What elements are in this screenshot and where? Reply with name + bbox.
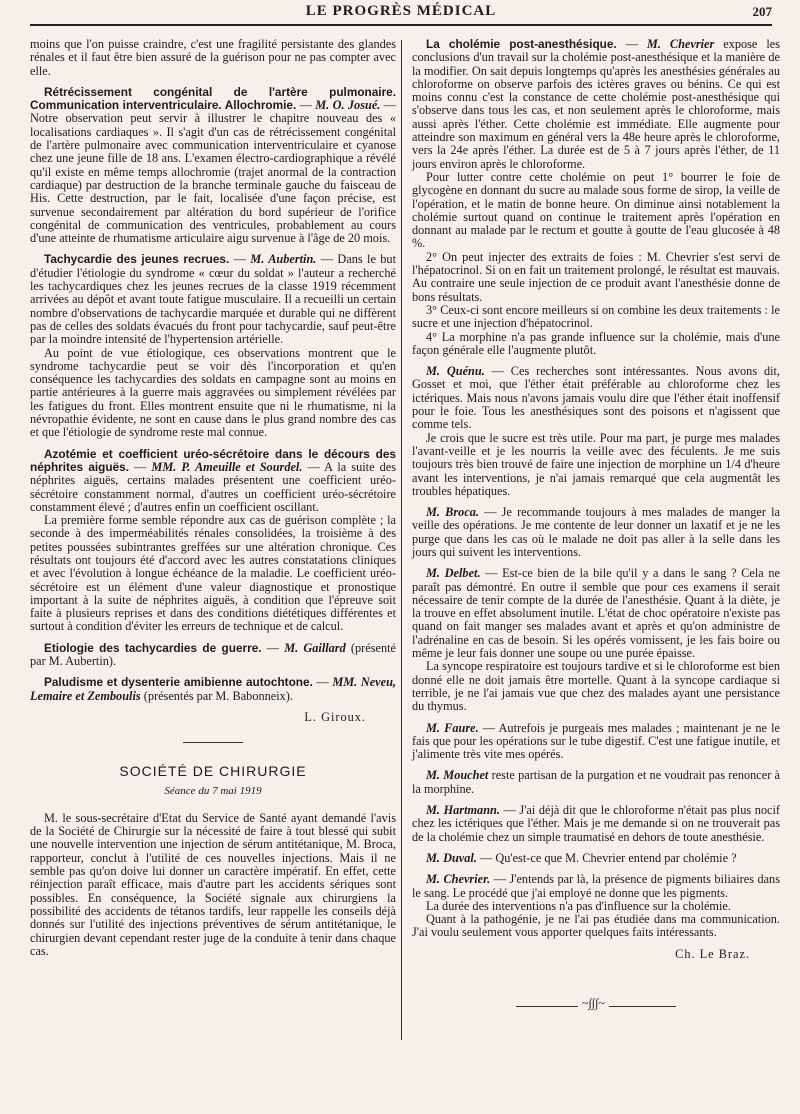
discussion-chevrier xyxy=(412,873,780,900)
article-author: M. O. Josué. xyxy=(315,98,381,113)
speech-text: — Est-ce bien de la bile qu'il y a dans le sang ? Cela ne paraît pas démontré. En outre il semble que pour ces examens il serait nécessaire de tenir compte de la durée de l'anesthésie. Quant à la diète, je la trouve en effet absolument inutile. L'état de choc opératoire n'existe pas quand on fait manger ses malades avant et après et qu'on administre de l'adrénaline en cas de besoin. Si les opérés vomissent, je les fais boire ou même je leur fais donner une soupe ou une purée épaisse. xyxy=(412,566,780,661)
speaker: M. Quénu. xyxy=(426,364,485,379)
article-heading: Tachycardie des jeunes recrues. xyxy=(44,252,230,267)
article-heading: La cholémie post-anesthésique. xyxy=(426,37,617,51)
article-heading: Rétrécissement congénital de l'artère pulmonaire. Communication interventriculaire. Allochromie. xyxy=(30,84,396,113)
right-column xyxy=(412,38,780,1011)
article-gaillard: Etiologie des tachycardies de guerre. — M. Gaillard (présenté par M. Aubertin). xyxy=(30,640,396,669)
speech-text: — J'entends par là, la présence de pigments biliaires dans le sang. Le procédé que j'ai employé ne donne que les pigments. xyxy=(412,872,780,900)
speaker: M. Broca. xyxy=(426,505,479,520)
discussion-hartmann xyxy=(412,804,780,844)
speech-text: — Autrefois je purgeais mes malades ; maintenant je ne le fais que pour les opérations sur le tube digestif. C'est une fatigue inutile, et j'alimente très vite mes opérés. xyxy=(412,720,780,762)
discussion-mouchet xyxy=(412,769,780,796)
speaker: M. Chevrier. xyxy=(426,872,491,887)
article-josue: Rétrécissement congénital de l'artère pulmonaire. Communication interventriculaire. Allochromie. — M. O. Josué. — Notre observation peut servir à illustrer le chapitre nouveau des « localisations cardiaques ». Il s'agit d'un cas de rétrécissement congénital de l'artère pulmonaire avec communication interventriculaire et cyanose chez une jeune fille de 18 ans. L'examen électro-cardiographique a révélé qu'il existe en même temps allochromie (trajet anormal de la contraction cardiaque) par destruction de la branche terminale gauche du faisceau de His. Cette destruction, par le fait, localisée d'une façon précise, est survenue secondairement par altération du bord supérieur de l'orifice congénital de communication des ventricules, probablement au cours d'une atteinte de rhumatisme articulaire aigu survenue à l'âge de 20 mois. xyxy=(30,84,397,246)
paragraph: La syncope respiratoire est toujours tardive et si le chloroforme est bien donné elle ne doit jamais être mortelle. Quant à la syncope cardiaque si terrible, je ne l'ai jamais vue que chez des malades ayant une persistance du thymus. xyxy=(412,659,780,714)
session-date: Séance du 7 mai 1919 xyxy=(164,784,262,797)
discussion-faure xyxy=(412,722,780,762)
article-chevrier: La cholémie post-anesthésique. — M. Chevrier expose les conclusions d'un travail sur la cholémie post-anesthésique et la manière de la modifier. On sait depuis longtemps qu'après les anesthésies générales au chloroforme on observe parfois des ictères graves ou bénins. Ce qui est moins connu c'est la constance de cette cholémie post-anesthésique qui s'observe dans tous les cas, et non seulement après le chloroforme, mais aussi après l'éther. Cette cholémie est immédiate. Elle augmente pour atteindre son maximum en général vers la 48e heure après le chloroforme, vers la 24e après l'éther. La durée est de 5 à 7 jours après l'éther, de 11 jours environ après le chloroforme. xyxy=(412,37,780,171)
paragraph: 4° La morphine n'a pas grande influence sur la cholémie, mais d'une façon générale elle l'augmente plutôt. xyxy=(412,329,780,357)
speaker: M. Faure. xyxy=(426,720,479,735)
paragraph: Au point de vue étiologique, ces observations montrent que le syndrome tachycardie peut se voir dès l'incorporation et qu'en conséquence les tachycardies des soldats en campagne sont au moins en partie antérieures à la guerre mais aggravées ou simplement révélées par les fatigues du front. Elles montrent ensuite que ni le rhumatisme, ni la névropathie évidente, ne sont en cause dans le plus grand nombre des cas et que l'étiologie de syndrome reste mal connue. xyxy=(30,345,396,440)
speech-text: reste partisan de la purgation et ne voudrait pas renoncer à la morphine. xyxy=(412,768,780,796)
discussion-quenu xyxy=(412,365,780,431)
article-neveu: Paludisme et dysenterie amibienne autochtone. — MM. Neveu, Lemaire et Zemboulis (présentés par M. Babonneix). xyxy=(30,675,397,703)
signature: Ch. Le Braz. xyxy=(675,946,750,961)
running-title: LE PROGRÈS MÉDICAL xyxy=(305,3,497,19)
paragraph: 2° On peut injecter des extraits de foies : M. Chevrier s'est servi de l'hépatocrinol. Si on en fait un traitement prolongé, le résultat est mauvais. Au contraire une seule injection de ce produit avant l'anesthésie donne de bons résultats. xyxy=(412,249,780,304)
article-author: M. Gaillard xyxy=(284,640,346,655)
speech-text: — Je recommande toujours à mes malades de manger la veille des opérations. Je me contente de leur donner un laxatif et je ne les purge que dans les cas où le malade ne doit pas aller à la selle dans les jours qui suivent les interventions. xyxy=(412,505,780,559)
column-divider xyxy=(401,40,402,1040)
paragraph: La durée des interventions n'a pas d'influence sur la cholémie. xyxy=(426,898,731,913)
article-text: Notre observation peut servir à illustrer le chapitre nouveau des « localisations cardiaques ». Il s'agit d'un cas de rétrécissement congénital de l'artère pulmonaire avec communication interventriculaire et cyanose chez une jeune fille de 18 ans. L'examen électro-cardiographique a révélé qu'il existe en même temps allochromie (trajet anormal de la contraction cardiaque) par destruction de la branche terminale gauche du faisceau de His. Cette destruction, par le fait, localisée d'une façon précise, est survenue secondairement par altération du bord supérieur de l'orifice congénital de communication des ventricules, probablement au cours d'une atteinte de rhumatisme articulaire aigu survenue à l'âge de 20 mois. xyxy=(30,111,396,246)
article-aubertin: Tachycardie des jeunes recrues. — M. Aubertin. — Dans le but d'étudier l'étiologie du syndrome « cœur du soldat » l'auteur a recherché les tachycardiques chez les jeunes recrues de la classe 1919 récemment arrivées au dépôt et avant toute fatigue musculaire. Il a recueilli un certain nombre d'observations de tachycardie marquée et durable qui ne diffèrent pas de celles des soldats évacués du front pour tachycardie, sauf peut-être par la moindre intensité de l'hypertension artérielle. xyxy=(30,252,396,347)
article-text: expose les conclusions d'un travail sur la cholémie post-anesthésique et la manière de la modifier. On sait depuis longtemps qu'après les anesthésies générales au chloroforme on observe parfois des ictères graves ou bénins. Ce qui est moins connu c'est la constance de cette cholémie post-anesthésique qui s'observe dans tous les cas, et non seulement après le chloroforme, mais aussi après l'éther. Cette cholémie est immédiate. Elle augmente pour atteindre son maximum en général vers la 48e heure après le chloroforme, vers la 24e après l'éther. La durée est de 5 à 7 jours après l'éther, de 11 jours environ après le chloroforme. xyxy=(412,37,780,171)
article-author: MM. P. Ameuille et Sourdel. xyxy=(151,459,303,474)
speaker: M. Delbet. xyxy=(426,566,481,581)
paragraph: Quant à la pathogénie, je ne l'ai pas étudiée dans ma communication. J'ai voulu seulement vous apporter quelques faits intéressants. xyxy=(412,912,780,940)
speaker: M. Duval. xyxy=(426,850,477,865)
paragraph: Pour lutter contre cette cholémie on peut 1° bourrer le foie de glycogène en donnant du sucre au malade sous forme de sirop, la veille de l'opération, et le matin de bonne heure. On diminue ainsi notablement la cholémie surtout quand on continue le traitement après l'opération en donnant au malade par le rectum et goutte à goutte de l'eau glucosée à 48 %. xyxy=(412,169,780,251)
article-ameuille: Azotémie et coefficient uréo-sécrétoire dans le décours des néphrites aiguës. — MM. P. Ameuille et Sourdel. — A la suite des néphrites aiguës, certains malades présentent une coefficient uréo-sécrétoire constamment normal, d'autres un coefficient uréo-sécrétoire constamment élevé ; d'autres enfin un coefficient oscillant. xyxy=(30,446,396,514)
article-text: Dans le but d'étudier l'étiologie du syndrome « cœur du soldat » l'auteur a recherché les tachycardiques chez les jeunes recrues de la classe 1919 récemment arrivées au dépôt et avant toute fatigue musculaire. Il a recueilli un certain nombre d'observations de tachycardie marquée et durable qui ne diffèrent pas de celles des soldats évacués du front pour tachycardie, sauf peut-être par la moindre intensité de l'hypertension artérielle. xyxy=(30,252,396,347)
speech-text: — Qu'est-ce que M. Chevrier entend par cholémie ? xyxy=(479,850,737,865)
paragraph: 3° Ceux-ci sont encore meilleurs si on combine les deux traitements : le sucre et une injection d'hépatocrinol. xyxy=(412,302,780,331)
paragraph: M. le sous-secrétaire d'Etat du Service de Santé ayant demandé l'avis de la Société de Chirurgie sur la nécessité de faire à tout blessé qui subit une nouvelle intervention une injection de sérum antitétanique, M. Broca, rapporteur, conclut à l'utilité de ces nouvelles injections. Mais il ne semble pas qu'on doive lui donner un caractère impératif. En effet, cette réinjection paraît efficace, mais d'autre part les accidents sériques sont possibles. En conséquence, la Société signale aux chirurgiens la possibilité des accidents de tétanos tardifs, leur rappelle les conseils déjà donnés sur l'utilité des injections préventives de sérum antitétanique, le chirurgien devant cependant rester juge de la conduite à tenir dans chaque cas. xyxy=(30,810,396,958)
page-number: 207 xyxy=(752,4,772,19)
paragraph: moins que l'on puisse craindre, c'est une fragilité persistante des glandes rénales et il faut être bien assuré de la guérison pour ne pas compter avec elle. xyxy=(30,37,396,78)
page-header xyxy=(30,2,772,26)
speaker: M. Mouchet xyxy=(426,768,489,783)
ornament-icon: ~∫∫∫~ xyxy=(578,997,609,1010)
section-rule xyxy=(183,742,243,743)
speech-text: — Ces recherches sont intéressantes. Nous avons dit, Gosset et moi, que l'éther était préférable au chloroforme chez les ictériques. Mais nous n'avons jamais voulu dire que l'éther était inoffensif pour le foie. Tous les anesthésiques sont des poisons et n'agissent que comme tels. xyxy=(412,364,781,432)
signature: L. Giroux. xyxy=(304,709,366,724)
article-author: M. Aubertin. xyxy=(250,252,317,267)
discussion-duval xyxy=(412,852,780,865)
article-author: M. Chevrier xyxy=(646,37,715,51)
article-heading: Paludisme et dysenterie amibienne autochtone. xyxy=(44,675,313,690)
article-text: (présenté par M. Aubertin). xyxy=(30,640,396,669)
speech-text: — J'ai déjà dit que le chloroforme n'était pas plus nocif chez les ictériques que l'éther. Mais je me demande si on ne trouverait pas de la cholémie chez un simple traumatisé en dehors de toute anesthésie. xyxy=(412,803,781,844)
article-heading: Etiologie des tachycardies de guerre. xyxy=(44,640,262,655)
paragraph: La première forme semble répondre aux cas de guérison complète ; la seconde à des imperméabilités rénales consolidées, la troisième à des petites poussées subintrantes greffées sur une altération chronique. Ces résultats ont toujours été d'accord avec les autres constatations cliniques et avec l'évolution à longue échéance de la maladie. Le coefficient uréo-sécrétoire est un élément d'une valeur diagnostique et pronostique important à la suite de néphrites aiguës, à condition que l'épreuve soit faite à plusieurs reprises et dans des conditions diététiques différentes et surtout à condition d'éviter les erreurs de technique et de calcul. xyxy=(30,513,396,634)
discussion-delbet xyxy=(412,567,780,660)
article-text: A la suite des néphrites aiguës, certains malades présentent une coefficient uréo-sécrétoire constamment normal, d'autres un coefficient uréo-sécrétoire constamment élevé ; d'autres enfin un coefficient oscillant. xyxy=(30,459,396,514)
article-text: (présentés par M. Babonneix). xyxy=(143,688,293,703)
article-author: MM. Neveu, Lemaire et Zemboulis xyxy=(30,675,397,703)
discussion-broca xyxy=(412,506,780,559)
section-title: SOCIÉTÉ DE CHIRURGIE xyxy=(119,763,307,780)
left-column xyxy=(30,38,396,966)
paragraph: Je crois que le sucre est très utile. Pour ma part, je purge mes malades l'avant-veille et je les nourris la veille avec des féculents. Je me suis toujours très bien trouvé de faire une injection de morphine un 1/4 d'heure avant les interventions, je n'ai jamais remarqué que cela augmentât les troubles hépatiques. xyxy=(412,430,780,498)
article-heading: Azotémie et coefficient uréo-sécrétoire dans le décours des néphrites aiguës. xyxy=(30,446,396,474)
speaker: M. Hartmann. xyxy=(426,803,500,818)
end-ornament-rule xyxy=(516,996,676,1011)
